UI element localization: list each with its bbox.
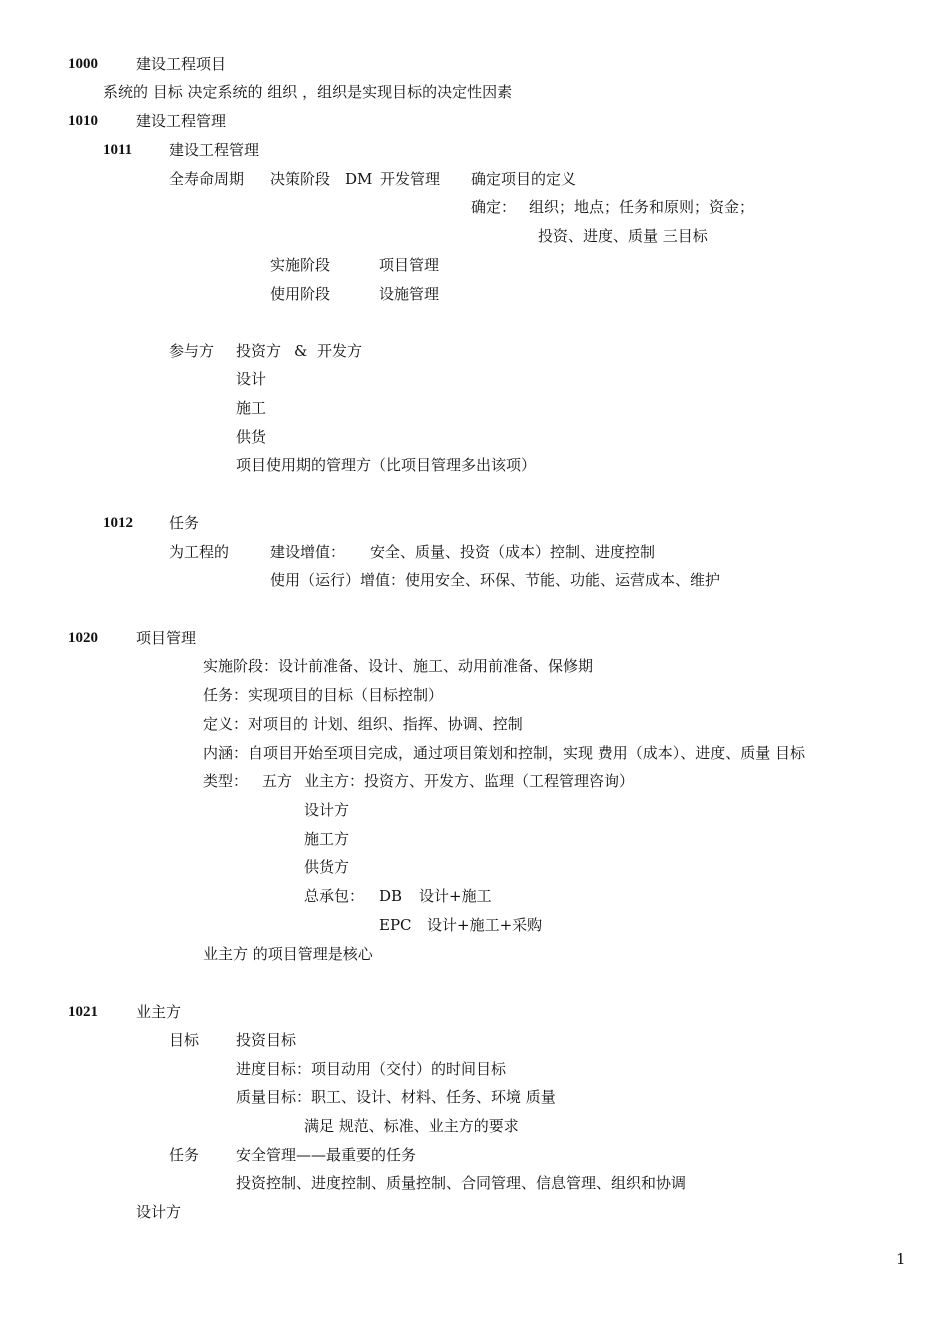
for-label: 为工程的 [169, 543, 230, 561]
goal-meet: 满足 规范、标准、业主方的要求 [304, 1117, 519, 1135]
designer-line: 设计方 [304, 801, 350, 819]
lifecycle-label: 全寿命周期 [169, 170, 245, 188]
owner-line: 业主方：投资方、开发方、监理（工程管理咨询） [304, 772, 635, 790]
subsection-code: 1011 [103, 142, 133, 158]
party-design: 设计 [236, 370, 267, 388]
section-title: 项目管理 [136, 629, 197, 647]
subsection-title: 任务 [169, 514, 200, 532]
goal-quality: 质量目标：职工、设计、材料、任务、环境 质量 [236, 1088, 556, 1106]
impl-phase: 实施阶段 [270, 256, 331, 274]
db-desc: 设计+施工 [419, 887, 492, 905]
section-title: 建设工程项目 [136, 55, 227, 73]
define-project: 确定项目的定义 [471, 170, 577, 188]
core-line: 业主方 的项目管理是核心 [203, 945, 373, 963]
type-label: 类型： [203, 772, 249, 790]
confirm-targets: 投资、进度、质量 三目标 [538, 227, 708, 245]
section-code: 1010 [68, 113, 98, 129]
build-value-label: 建设增值： [270, 543, 346, 561]
decision-phase: 决策阶段 [270, 170, 331, 188]
task-safety: 安全管理——最重要的任务 [236, 1146, 417, 1164]
task-controls: 投资控制、进度控制、质量控制、合同管理、信息管理、组织和协调 [236, 1174, 687, 1192]
parties-label: 参与方 [169, 342, 215, 360]
confirm-items: 组织；地点；任务和原则；资金； [529, 198, 755, 216]
party-investor: 投资方 [236, 342, 282, 360]
section-code: 1000 [68, 56, 98, 72]
party-construct: 施工 [236, 399, 267, 417]
section-code: 1020 [68, 630, 98, 646]
five-parties: 五方 [262, 772, 293, 790]
definition-line: 定义：对项目的 计划、组织、指挥、协调、控制 [203, 715, 523, 733]
party-ops: 项目使用期的管理方（比项目管理多出该项） [236, 456, 537, 474]
connotation-line: 内涵：自项目开始至项目完成，通过项目策划和控制，实现 费用（成本）、进度、质量 目标 [203, 744, 806, 762]
use-phase: 使用阶段 [270, 285, 331, 303]
designer-heading: 设计方 [136, 1203, 182, 1221]
ampersand: & [294, 342, 308, 360]
party-developer: 开发方 [317, 342, 363, 360]
goal-label: 目标 [169, 1031, 200, 1049]
db-abbrev: DB [379, 887, 403, 905]
confirm-label: 确定： [471, 198, 517, 216]
dm-abbrev: DM [345, 170, 373, 188]
section-title: 建设工程管理 [136, 112, 227, 130]
supplier-line: 供货方 [304, 858, 350, 876]
proj-mgmt: 项目管理 [379, 256, 440, 274]
dev-mgmt: 开发管理 [380, 170, 441, 188]
body-line: 系统的 目标 决定系统的 组织 ，组织是实现目标的决定性因素 [103, 83, 513, 101]
contractor-line: 施工方 [304, 830, 350, 848]
build-value-items: 安全、质量、投资（成本）控制、进度控制 [370, 543, 656, 561]
subsection-code: 1012 [103, 515, 133, 531]
goal-invest: 投资目标 [236, 1031, 297, 1049]
subsection-title: 建设工程管理 [169, 141, 260, 159]
party-supply: 供货 [236, 428, 267, 446]
section-code: 1021 [68, 1004, 98, 1020]
section-title: 业主方 [136, 1003, 182, 1021]
task-label: 任务 [169, 1146, 200, 1164]
use-value-line: 使用（运行）增值：使用安全、环保、节能、功能、运营成本、维护 [270, 571, 721, 589]
epc-desc: 设计+施工+采购 [427, 916, 543, 934]
page-number: 1 [896, 1250, 906, 1268]
goal-schedule: 进度目标：项目动用（交付）的时间目标 [236, 1060, 507, 1078]
facility-mgmt: 设施管理 [379, 285, 440, 303]
epc-abbrev: EPC [379, 916, 412, 934]
general-contract-label: 总承包： [304, 887, 365, 905]
task-line: 任务：实现项目的目标（目标控制） [203, 686, 444, 704]
impl-line: 实施阶段：设计前准备、设计、施工、动用前准备、保修期 [203, 657, 594, 675]
